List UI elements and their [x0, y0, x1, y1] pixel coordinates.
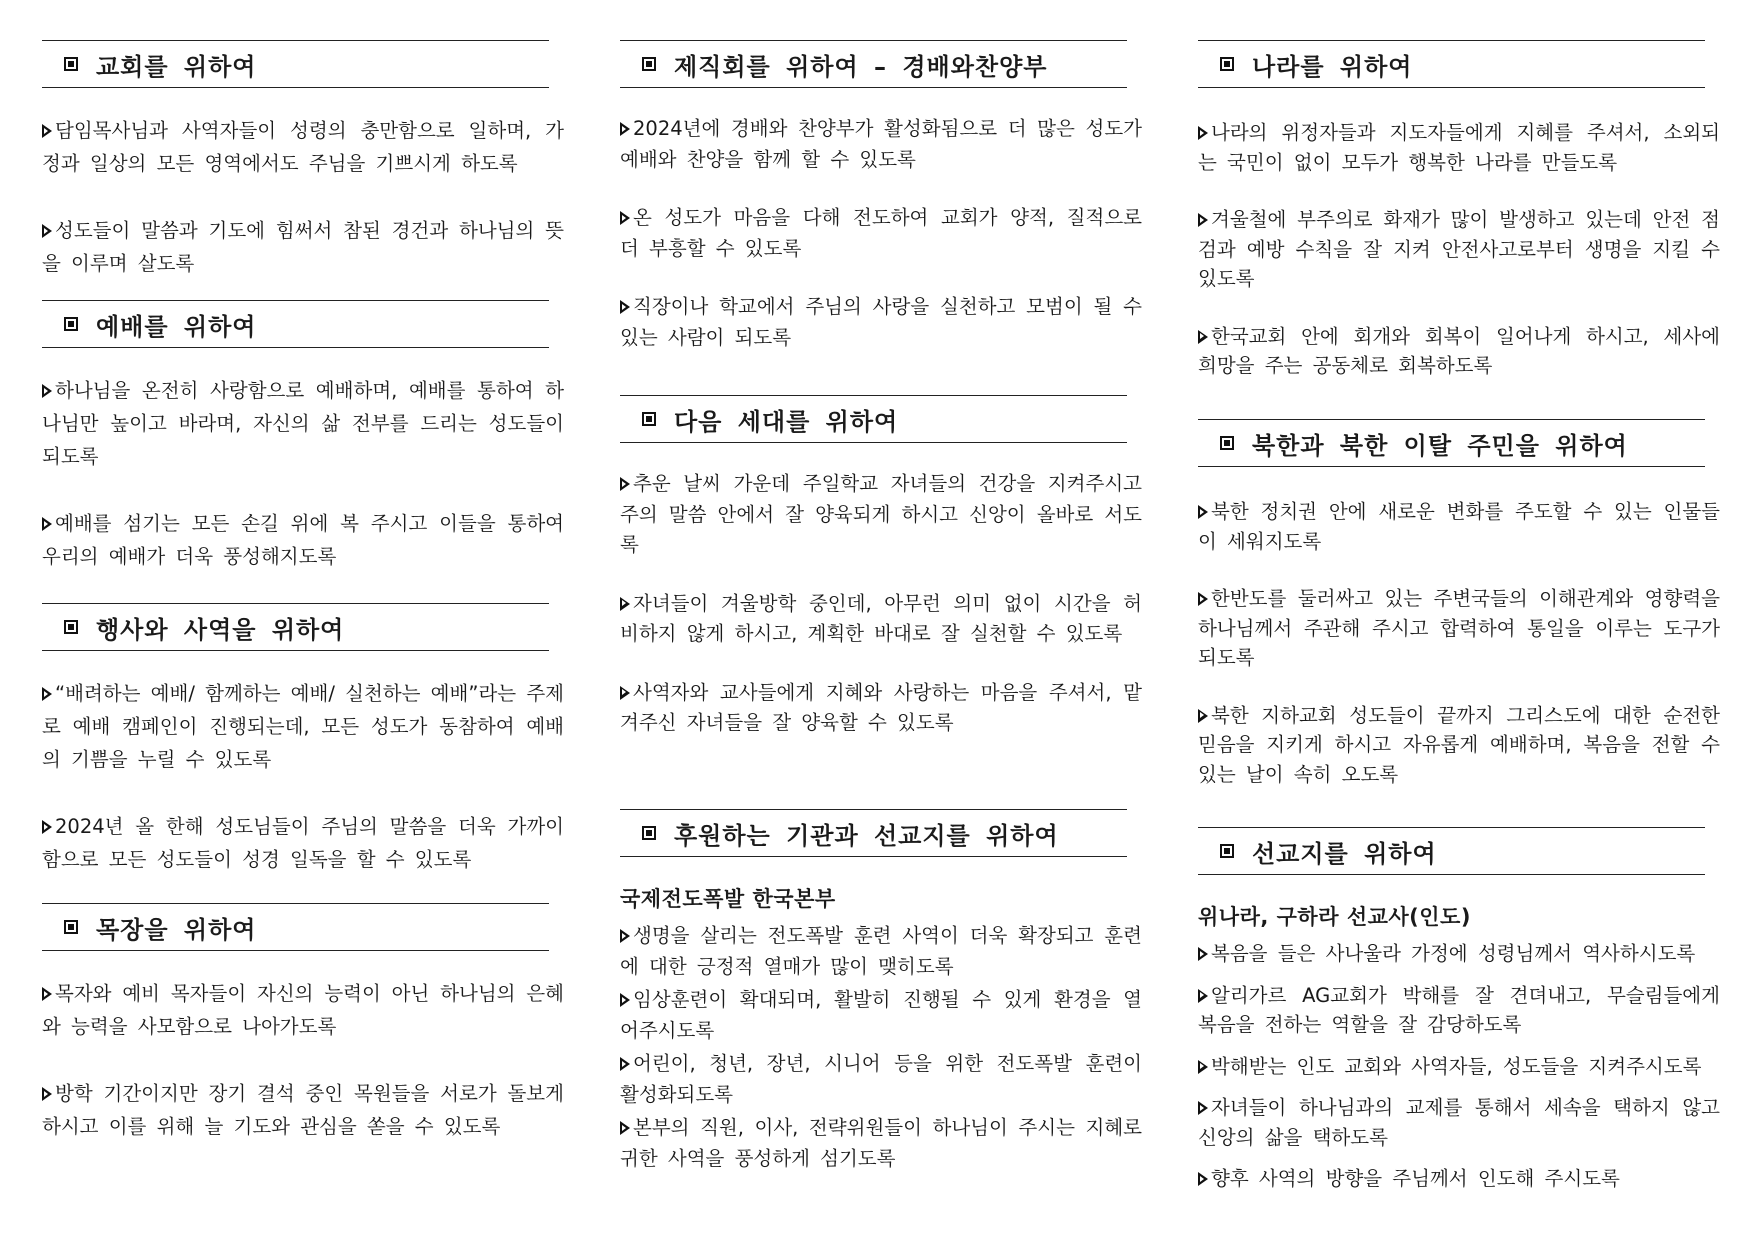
prayer-item	[42, 977, 564, 1043]
prayer-item-text: 생명을 살리는 전도폭발 훈련 사역이 더욱 확장되고 훈련에 대한 긍정적 열매가 많이 맺히도록	[620, 924, 1142, 978]
prayer-item	[1198, 1052, 1720, 1082]
divider	[1198, 466, 1705, 467]
triangle-bullet-icon	[1198, 592, 1208, 606]
prayer-item	[1198, 497, 1720, 556]
triangle-bullet-icon	[42, 820, 52, 834]
triangle-bullet-icon	[620, 477, 630, 491]
prayer-item-text: 겨울철에 부주의로 화재가 많이 발생하고 있는데 안전 점검과 예방 수칙을 잘 지켜 안전사고로부터 생명을 지킬 수 있도록	[1198, 208, 1720, 290]
triangle-bullet-icon	[1198, 1172, 1208, 1186]
triangle-bullet-icon	[1198, 330, 1208, 344]
prayer-section	[620, 809, 1142, 1174]
prayer-item	[1198, 1164, 1720, 1194]
prayer-item-text: 북한 지하교회 성도들이 끝까지 그리스도에 대한 순전한 믿음을 지키게 하시고 자유롭게 예배하며, 복음을 전할 수 있는 날이 속히 오도록	[1198, 703, 1720, 786]
prayer-item	[620, 589, 1142, 650]
square-bullet-icon	[642, 412, 656, 426]
prayer-section	[42, 40, 564, 280]
prayer-item-text: 알리가르 AG교회가 박해를 잘 견뎌내고, 무슬림들에게 복음을 전하는 역할을 잘 감당하도록	[1198, 983, 1720, 1036]
square-bullet-icon	[1220, 844, 1234, 858]
triangle-bullet-icon	[1198, 989, 1208, 1003]
triangle-bullet-icon	[1198, 213, 1208, 227]
prayer-item	[1198, 981, 1720, 1040]
prayer-item	[620, 1113, 1142, 1174]
prayer-item	[620, 114, 1142, 175]
triangle-bullet-icon	[620, 211, 630, 225]
section-heading	[620, 41, 1142, 87]
section-heading	[42, 41, 564, 87]
section-heading	[1198, 828, 1720, 874]
section-title: 제직회를 위하여 – 경배와찬양부	[674, 52, 1048, 81]
prayer-item-text: 한반도를 둘러싸고 있는 주변국들의 이해관계와 영향력을 하나님께서 주관해 주시고 합력하여 통일을 이루는 도구가 되도록	[1198, 587, 1720, 669]
prayer-item	[42, 1077, 564, 1143]
prayer-item-text: 직장이나 학교에서 주님의 사랑을 실천하고 모범이 될 수 있는 사람이 되도록	[620, 295, 1142, 349]
triangle-bullet-icon	[42, 224, 52, 238]
section-heading	[620, 810, 1142, 856]
triangle-bullet-icon	[620, 993, 630, 1007]
divider	[1198, 874, 1705, 875]
prayer-item-text: “배려하는 예배/ 함께하는 예배/ 실천하는 예배”라는 주제로 예배 캠페인이 진행되는데, 모든 성도가 동참하여 예배의 기쁨을 누릴 수 있도록	[42, 682, 564, 771]
prayer-item	[1198, 701, 1720, 790]
prayer-item	[42, 507, 564, 573]
prayer-item-text: 본부의 직원, 이사, 전략위원들이 하나님이 주시는 지혜로 귀한 사역을 풍성하게 섬기도록	[620, 1116, 1142, 1170]
triangle-bullet-icon	[620, 1057, 630, 1071]
square-bullet-icon	[1220, 436, 1234, 450]
triangle-bullet-icon	[620, 1121, 630, 1135]
prayer-item-text: 예배를 섬기는 모든 손길 위에 복 주시고 이들을 통하여 우리의 예배가 더욱 풍성해지도록	[42, 512, 564, 568]
section-heading	[1198, 41, 1720, 87]
triangle-bullet-icon	[1198, 126, 1208, 140]
prayer-item	[620, 1049, 1142, 1110]
prayer-item	[42, 374, 564, 473]
prayer-item	[620, 921, 1142, 982]
prayer-item	[620, 203, 1142, 264]
section-title: 후원하는 기관과 선교지를 위하여	[674, 821, 1059, 850]
prayer-item-text: 북한 정치권 안에 새로운 변화를 주도할 수 있는 인물들이 세워지도록	[1198, 500, 1720, 553]
prayer-item-text: 어린이, 청년, 장년, 시니어 등을 위한 전도폭발 훈련이 활성화되도록	[620, 1052, 1142, 1106]
section-title: 교회를 위하여	[96, 52, 257, 81]
triangle-bullet-icon	[620, 300, 630, 314]
prayer-item-text: 자녀들이 하나님과의 교제를 통해서 세속을 택하지 않고 신앙의 삶을 택하도록	[1198, 1096, 1720, 1149]
divider	[620, 87, 1127, 88]
divider	[620, 442, 1127, 443]
prayer-section	[1198, 827, 1720, 1194]
prayer-item-text: 2024년에 경배와 찬양부가 활성화됨으로 더 많은 성도가 예배와 찬양을 함께 할 수 있도록	[620, 117, 1142, 171]
prayer-item-text: 임상훈련이 확대되며, 활발히 진행될 수 있게 환경을 열어주시도록	[620, 988, 1142, 1042]
section-title: 행사와 사역을 위하여	[96, 615, 345, 644]
prayer-item	[42, 214, 564, 280]
section-subtitle: 위나라, 구하라 선교사(인도)	[1198, 905, 1471, 929]
prayer-item-text: 방학 기간이지만 장기 결석 중인 목원들을 서로가 돌보게 하시고 이를 위해 늘 기도와 관심을 쏟을 수 있도록	[42, 1082, 564, 1138]
section-heading	[42, 604, 564, 650]
divider	[620, 856, 1127, 857]
triangle-bullet-icon	[42, 687, 52, 701]
triangle-bullet-icon	[42, 987, 52, 1001]
prayer-item	[620, 985, 1142, 1046]
square-bullet-icon	[64, 620, 78, 634]
triangle-bullet-icon	[42, 384, 52, 398]
prayer-item-text: 나라의 위정자들과 지도자들에게 지혜를 주셔서, 소외되는 국민이 없이 모두가 행복한 나라를 만들도록	[1198, 121, 1720, 174]
prayer-item	[620, 469, 1142, 561]
prayer-item-text: 복음을 들은 사나울라 가정에 성령님께서 역사하시도록	[1211, 942, 1696, 965]
prayer-item-text: 2024년 올 한해 성도님들이 주님의 말씀을 더욱 가까이함으로 모든 성도들이 성경 일독을 할 수 있도록	[42, 815, 564, 871]
prayer-item	[620, 678, 1142, 739]
prayer-section	[620, 40, 1142, 353]
triangle-bullet-icon	[620, 597, 630, 611]
triangle-bullet-icon	[1198, 505, 1208, 519]
prayer-item-text: 목자와 예비 목자들이 자신의 능력이 아닌 하나님의 은혜와 능력을 사모함으로 나아가도록	[42, 982, 564, 1038]
triangle-bullet-icon	[1198, 947, 1208, 961]
section-title: 목장을 위하여	[96, 915, 257, 944]
prayer-item	[1198, 584, 1720, 673]
section-heading	[620, 396, 1142, 442]
triangle-bullet-icon	[620, 686, 630, 700]
prayer-section	[620, 395, 1142, 739]
prayer-item-text: 자녀들이 겨울방학 중인데, 아무런 의미 없이 시간을 허비하지 않게 하시고, 계획한 바대로 잘 실천할 수 있도록	[620, 591, 1142, 645]
section-heading	[42, 301, 564, 347]
triangle-bullet-icon	[1198, 1101, 1208, 1115]
prayer-item-text: 담임목사님과 사역자들이 성령의 충만함으로 일하며, 가정과 일상의 모든 영역에서도 주님을 기쁘시게 하도록	[42, 119, 564, 175]
section-title: 예배를 위하여	[96, 312, 257, 341]
section-title: 선교지를 위하여	[1252, 839, 1437, 868]
square-bullet-icon	[642, 826, 656, 840]
square-bullet-icon	[64, 920, 78, 934]
prayer-item	[1198, 1093, 1720, 1152]
triangle-bullet-icon	[620, 929, 630, 943]
prayer-item-text: 온 성도가 마음을 다해 전도하여 교회가 양적, 질적으로 더 부흥할 수 있도록	[620, 206, 1142, 260]
prayer-item-text: 하나님을 온전히 사랑함으로 예배하며, 예배를 통하여 하나님만 높이고 바라며, 자신의 삶 전부를 드리는 성도들이 되도록	[42, 379, 564, 468]
section-title: 다음 세대를 위하여	[674, 407, 899, 436]
prayer-section	[42, 903, 564, 1143]
prayer-item-text: 박해받는 인도 교회와 사역자들, 성도들을 지켜주시도록	[1211, 1054, 1702, 1078]
prayer-item	[42, 677, 564, 776]
section-subtitle: 국제전도폭발 한국본부	[620, 887, 836, 911]
prayer-item	[620, 292, 1142, 353]
triangle-bullet-icon	[620, 122, 630, 136]
square-bullet-icon	[64, 317, 78, 331]
prayer-item	[1198, 939, 1720, 969]
triangle-bullet-icon	[42, 1087, 52, 1101]
prayer-section	[1198, 40, 1720, 381]
section-heading	[42, 904, 564, 950]
square-bullet-icon	[64, 57, 78, 71]
prayer-item	[1198, 322, 1720, 381]
divider	[42, 650, 549, 651]
prayer-section	[42, 300, 564, 573]
divider	[1198, 87, 1705, 88]
triangle-bullet-icon	[1198, 1060, 1208, 1074]
prayer-item	[42, 114, 564, 180]
prayer-item	[42, 810, 564, 876]
prayer-section	[42, 603, 564, 876]
prayer-item-text: 사역자와 교사들에게 지혜와 사랑하는 마음을 주셔서, 맡겨주신 자녀들을 잘 양육할 수 있도록	[620, 680, 1142, 734]
prayer-section	[1198, 419, 1720, 789]
prayer-item-text: 추운 날씨 가운데 주일학교 자녀들의 건강을 지켜주시고 주의 말씀 안에서 잘 양육되게 하시고 신앙이 올바로 서도록	[620, 472, 1142, 556]
prayer-item-text: 한국교회 안에 회개와 회복이 일어나게 하시고, 세사에 희망을 주는 공동체로 회복하도록	[1198, 324, 1720, 377]
divider	[42, 950, 549, 951]
section-title: 나라를 위하여	[1252, 52, 1413, 81]
square-bullet-icon	[642, 57, 656, 71]
divider	[42, 87, 549, 88]
triangle-bullet-icon	[42, 517, 52, 531]
divider	[42, 347, 549, 348]
prayer-item	[1198, 205, 1720, 294]
prayer-item-text: 향후 사역의 방향을 주님께서 인도해 주시도록	[1211, 1167, 1620, 1190]
square-bullet-icon	[1220, 57, 1234, 71]
section-title: 북한과 북한 이탈 주민을 위하여	[1252, 431, 1628, 460]
section-heading	[1198, 420, 1720, 466]
prayer-item-text: 성도들이 말씀과 기도에 힘써서 참된 경건과 하나님의 뜻을 이루며 살도록	[42, 219, 564, 275]
triangle-bullet-icon	[1198, 709, 1208, 723]
triangle-bullet-icon	[42, 124, 52, 138]
prayer-item	[1198, 118, 1720, 177]
